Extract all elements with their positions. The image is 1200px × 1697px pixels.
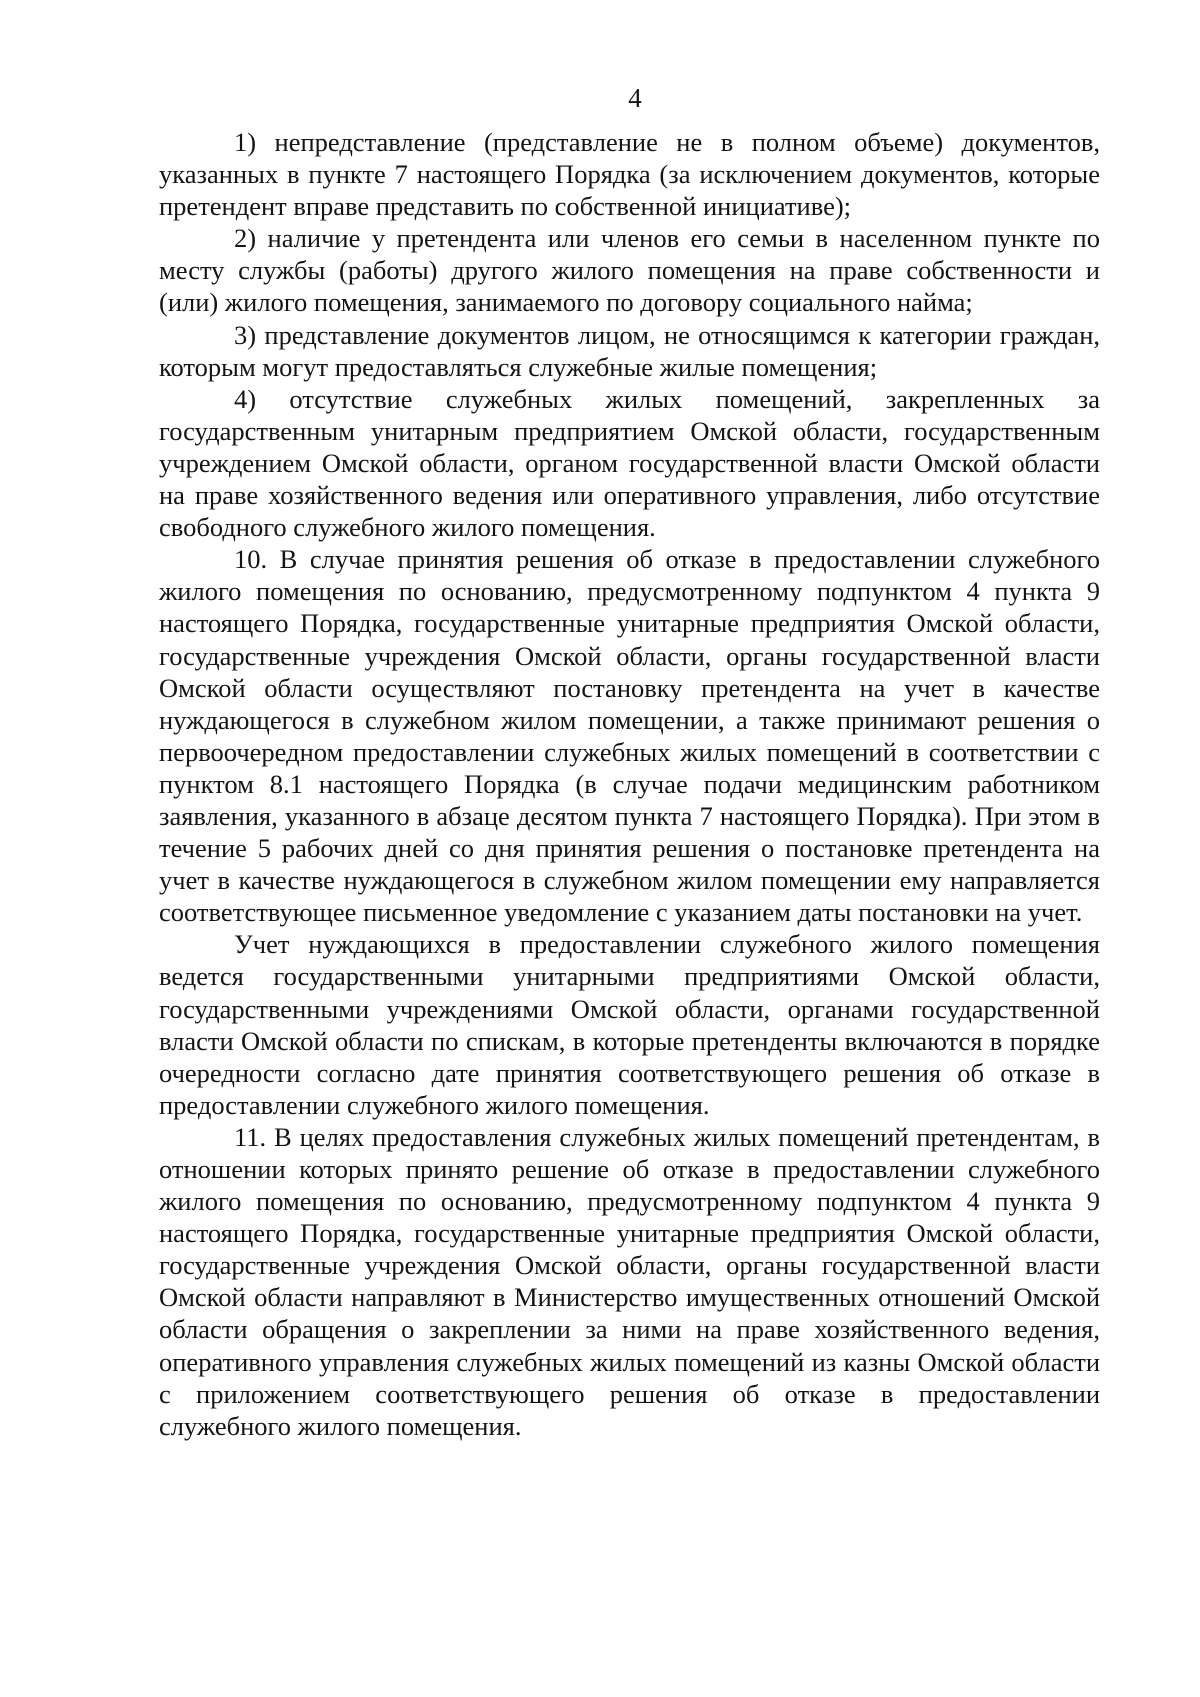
- paragraph-point-10: 10. В случае принятия решения об отказе в предоставлении служебного жилого помещения по основанию, предусмотренному подпунктом 4 пункта 9 настоящего Порядка, государственные унитарные предприятия Омской области, государственные учреждения Омской области, органы государственной власти Омской области осуществляют постановку претендента на учет в качестве нуждающегося в служебном жилом помещении, а также принимают решения о первоочередном предоставлении служебных жилых помещений в соответствии с пунктом 8.1 настоящего Порядка (в случае подачи медицинским работником заявления, указанного в абзаце десятом пункта 7 настоящего Порядка). При этом в течение 5 рабочих дней со дня принятия решения о постановке претендента на учет в качестве нуждающегося в служебном жилом помещении ему направляется соответствующее письменное уведомление с указанием даты постановки на учет.: [159, 544, 1100, 928]
- document-body: [159, 126, 1100, 1442]
- paragraph-registration: Учет нуждающихся в предоставлении служебного жилого помещения ведется государственными унитарными предприятиями Омской области, государственными учреждениями Омской области, органами государственной власти Омской области по спискам, в которые претенденты включаются в порядке очередности согласно дате принятия соответствующего решения об отказе в предоставлении служебного жилого помещения.: [159, 929, 1100, 1120]
- paragraph-point-11: 11. В целях предоставления служебных жилых помещений претендентам, в отношении которых принято решение об отказе в предоставлении служебного жилого помещения по основанию, предусмотренному подпунктом 4 пункта 9 настоящего Порядка, государственные унитарные предприятия Омской области, государственные учреждения Омской области, органы государственной власти Омской области направляют в Министерство имущественных отношений Омской области обращения о закреплении за ними на праве хозяйственного ведения, оперативного управления служебных жилых помещений из казны Омской области с приложением соответствующего решения об отказе в предоставлении служебного жилого помещения.: [159, 1121, 1100, 1441]
- paragraph-item-1: 1) непредставление (представление не в полном объеме) документов, указанных в пункте 7 настоящего Порядка (за исключением документов, которые претендент вправе представить по собственной инициативе);: [159, 127, 1100, 222]
- paragraph-item-3: 3) представление документов лицом, не относящимся к категории граждан, которым могут предоставляться служебные жилые помещения;: [159, 319, 1100, 382]
- paragraph-item-2: 2) наличие у претендента или членов его семьи в населенном пункте по месту службы (работы) другого жилого помещения на праве собственности и (или) жилого помещения, занимаемого по договору социального найма;: [159, 223, 1100, 318]
- page-number: 4: [628, 83, 642, 113]
- paragraph-item-4: 4) отсутствие служебных жилых помещений, закрепленных за государственным унитарным предприятием Омской области, государственным учреждением Омской области, органом государственной власти Омской области на праве хозяйственного ведения или оперативного управления, либо отсутствие свободного служебного жилого помещения.: [159, 383, 1100, 543]
